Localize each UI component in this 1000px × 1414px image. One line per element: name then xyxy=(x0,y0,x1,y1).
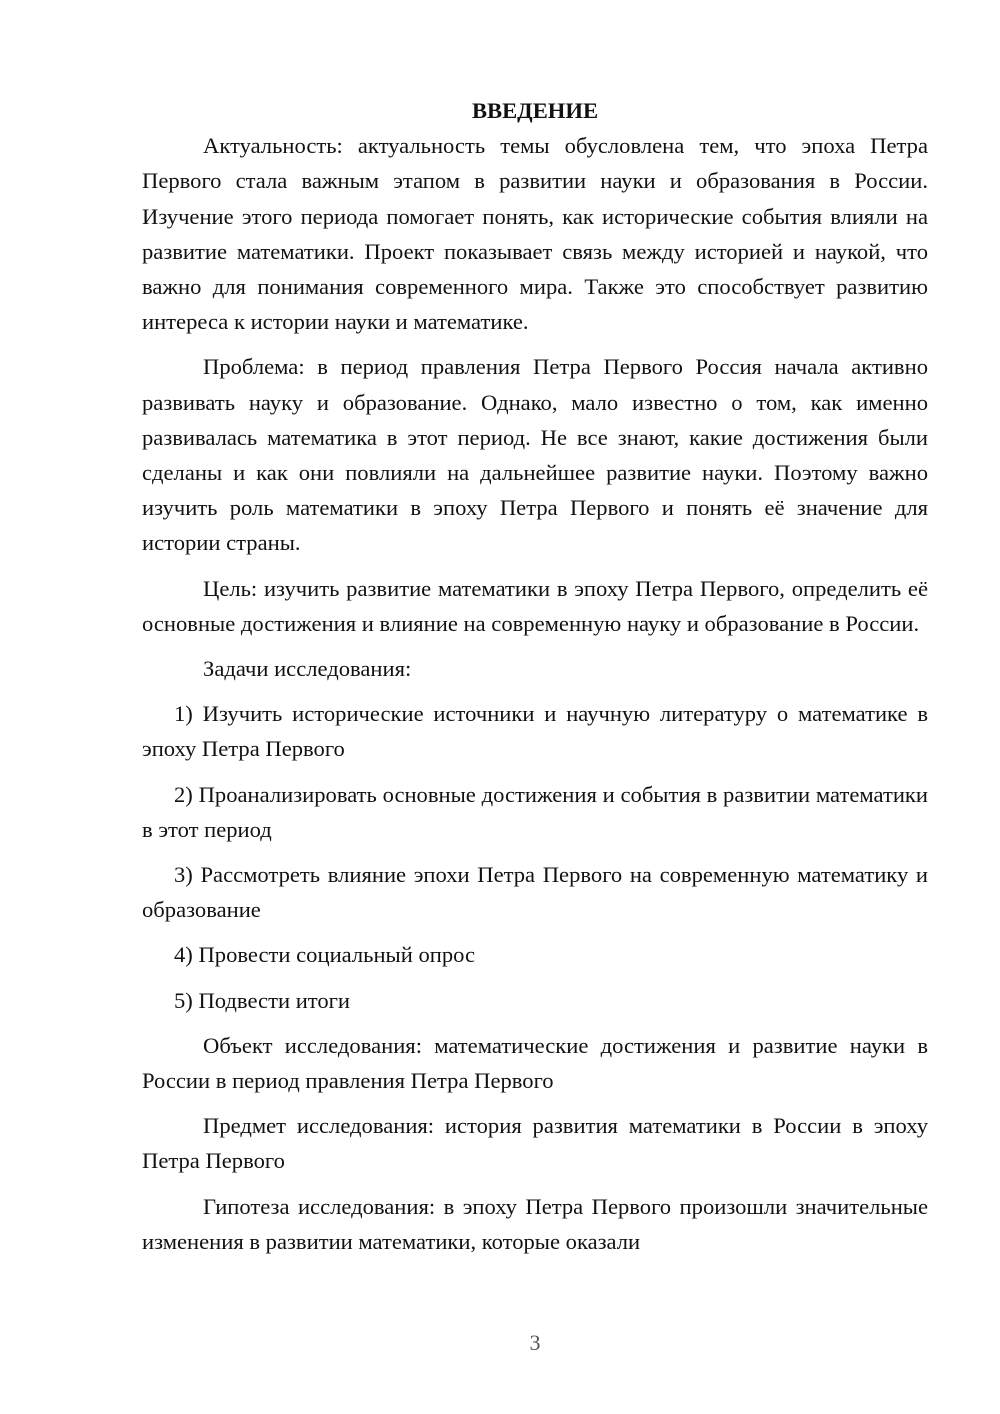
task-item-4: 4) Провести социальный опрос xyxy=(174,942,476,968)
problem-paragraph: Проблема: в период правления Петра Первого Россия начала активно развивать науку и образование. Однако, мало известно о том, как именно развивалась математика в этот период. Не все знают, какие достижения были сделаны и как они повлияли на дальнейшее развитие науки. Поэтому важно изучить роль математики в эпоху Петра Первого и понять её значение для истории страны. xyxy=(142,354,928,556)
task-item-2: 2) Проанализировать основные достижения и события в развитии математики в этот период xyxy=(142,781,928,842)
section-heading: ВВЕДЕНИЕ xyxy=(471,98,599,123)
goal-paragraph: Цель: изучить развитие математики в эпоху Петра Первого, определить её основные достижения и влияние на современную науку и образование в России. xyxy=(142,575,928,636)
subject-paragraph: Предмет исследования: история развития математики в России в эпоху Петра Первого xyxy=(142,1113,928,1174)
object-paragraph: Объект исследования: математические достижения и развитие науки в России в период правления Петра Первого xyxy=(142,1032,928,1094)
relevance-paragraph: Актуальность: актуальность темы обусловлена тем, что эпоха Петра Первого стала важным этапом в развитии науки и образования в России. Изучение этого периода помогает понять, как исторические события влияли на развитие математики. Проект показывает связь между историей и наукой, что важно для понимания современного мира. Также это способствует развитию интереса к истории науки и математике. xyxy=(142,133,928,335)
task-item-1: 1) Изучить исторические источники и научную литературу о математике в эпоху Петра Первого xyxy=(142,701,928,762)
page-content xyxy=(142,93,928,1259)
hypothesis-paragraph: Гипотеза исследования: в эпоху Петра Первого произошли значительные изменения в развитии математики, которые оказали xyxy=(142,1193,928,1254)
task-item-5: 5) Подвести итоги xyxy=(174,987,351,1013)
page-number: 3 xyxy=(529,1330,541,1355)
task-item-3: 3) Рассмотреть влияние эпохи Петра Первого на современную математику и образование xyxy=(142,862,928,923)
tasks-title: Задачи исследования: xyxy=(203,656,412,682)
